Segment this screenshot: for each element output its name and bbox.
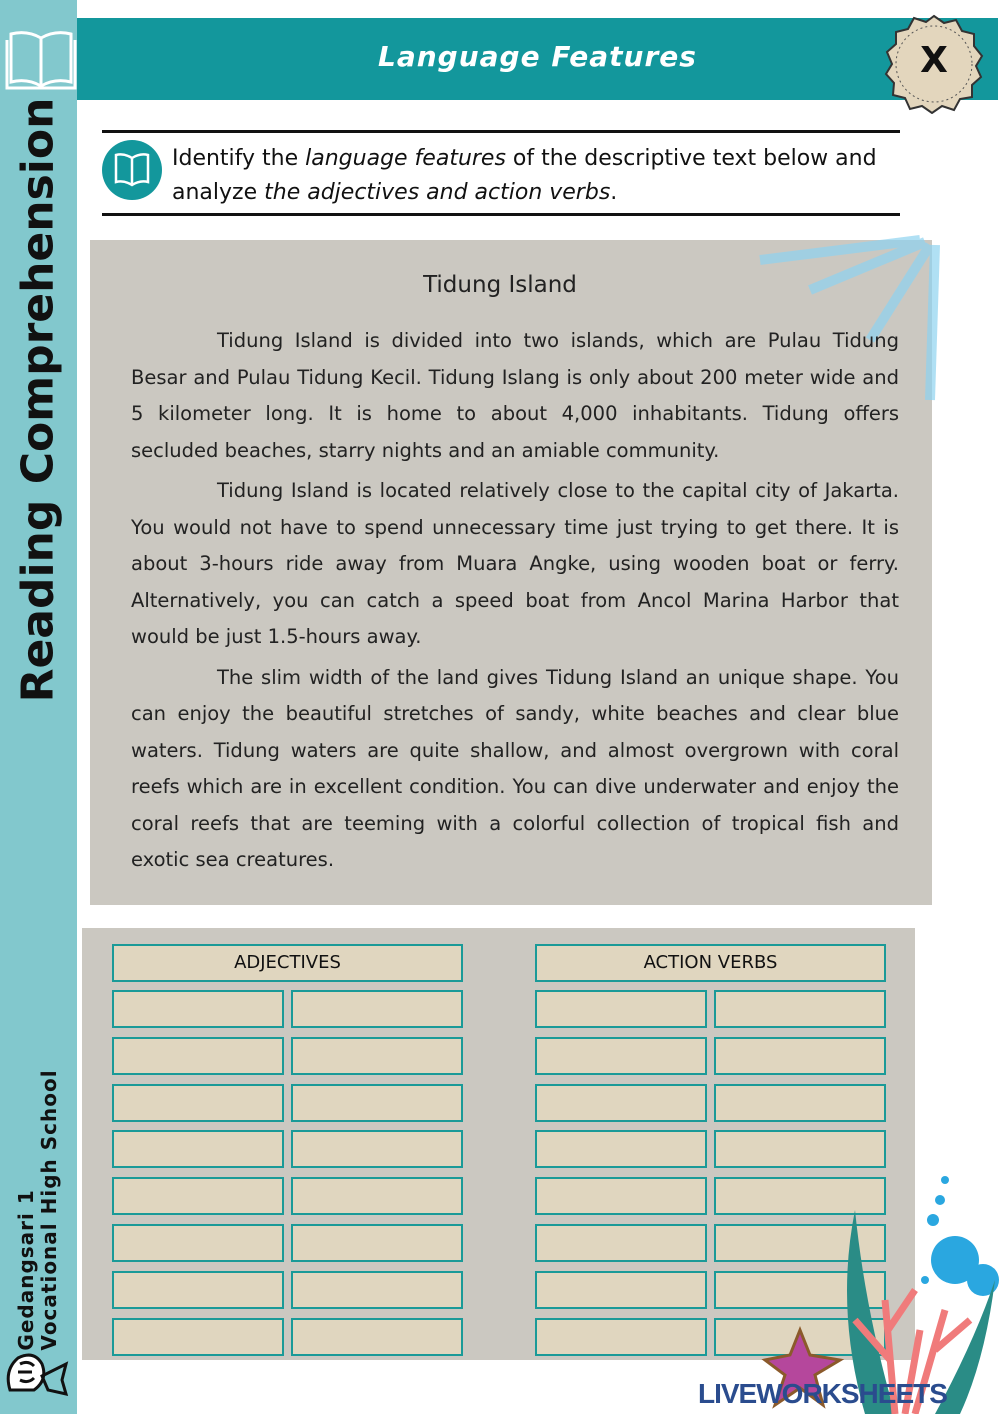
paragraph: Tidung Island is divided into two islands, which are Pulau Tidung Besar and Pulau Tidung Kecil. Tidung Islang is only about 200 meter wide and 5 kilometer long. It is home to about 4,000 inhabitants. Tidung offers secluded beaches, starry nights and an amiable community. (131, 329, 899, 462)
close-badge[interactable] (884, 14, 984, 114)
instruction-emphasis: the adjectives and action verbs (264, 180, 611, 205)
action-verbs-header: ACTION VERBS (535, 944, 886, 982)
liveworksheets-watermark: LIVEWORKSHEETS (698, 1378, 947, 1409)
adjective-answer-box[interactable] (291, 1318, 463, 1356)
badge-label: X (920, 40, 948, 81)
adjective-answer-box[interactable] (112, 1037, 284, 1075)
school-logo-icon (4, 1350, 70, 1398)
instruction-book-icon (102, 140, 162, 200)
adjective-answer-box[interactable] (112, 990, 284, 1028)
instruction-part: . (610, 180, 618, 205)
paragraph: The slim width of the land gives Tidung Island an unique shape. You can enjoy the beautiful stretches of sandy, white beaches and clear blue waters. Tidung waters are quite shallow, and almost overgrown with coral reefs which are in excellent condition. You can dive underwater and enjoy the coral reefs that are teeming with a colorful collection of tropical fish and exotic sea creatures. (131, 665, 899, 871)
school-name (15, 1069, 61, 1350)
adjective-answer-box[interactable] (291, 990, 463, 1028)
instruction-part: Identify the (172, 146, 306, 171)
action-verb-answer-box[interactable] (714, 1037, 886, 1075)
action-verb-answer-box[interactable] (535, 1130, 707, 1168)
adjective-answer-box[interactable] (291, 1271, 463, 1309)
action-verb-answer-box[interactable] (714, 990, 886, 1028)
instruction-emphasis: language features (305, 146, 506, 171)
divider-bottom (102, 213, 900, 216)
adjective-answer-box[interactable] (112, 1177, 284, 1215)
action-verb-answer-box[interactable] (535, 1271, 707, 1309)
adjective-answer-box[interactable] (291, 1037, 463, 1075)
paragraph: Tidung Island is located relatively close to the capital city of Jakarta. You would not have to spend unnecessary time just trying to get there. It is about 3-hours ride away from Muara Angke, using wooden boat or ferry. Alternatively, you can catch a speed boat from Ancol Marina Harbor that would be just 1.5-hours away. (131, 479, 899, 648)
school-line-2: Vocational High School (37, 1069, 61, 1351)
action-verb-answer-box[interactable] (535, 1177, 707, 1215)
action-verb-answer-box[interactable] (535, 1084, 707, 1122)
adjective-answer-box[interactable] (112, 1318, 284, 1356)
adjective-answer-box[interactable] (112, 1084, 284, 1122)
action-verb-answer-box[interactable] (535, 1224, 707, 1262)
adjective-answer-box[interactable] (112, 1130, 284, 1168)
coral-decoration-icon (745, 1160, 1000, 1414)
school-line-1: Gedangsari 1 (14, 1189, 38, 1351)
passage-body (131, 323, 899, 883)
instruction-text (172, 142, 912, 210)
adjective-answer-box[interactable] (291, 1084, 463, 1122)
adjectives-header: ADJECTIVES (112, 944, 463, 982)
page-title: Language Features (378, 40, 697, 73)
adjective-answer-box[interactable] (291, 1177, 463, 1215)
instruction-part: of the descriptive text below and analyze (172, 146, 877, 205)
adjective-answer-box[interactable] (112, 1271, 284, 1309)
passage-title: Tidung Island (423, 272, 577, 298)
divider-top (102, 130, 900, 133)
action-verb-answer-box[interactable] (535, 1318, 707, 1356)
sidebar (0, 0, 77, 1414)
action-verb-answer-box[interactable] (714, 1084, 886, 1122)
open-book-icon (5, 28, 77, 90)
action-verb-answer-box[interactable] (535, 990, 707, 1028)
sidebar-title: Reading Comprehension (12, 97, 64, 703)
adjective-answer-box[interactable] (291, 1224, 463, 1262)
header-bar (77, 18, 998, 100)
action-verb-answer-box[interactable] (535, 1037, 707, 1075)
adjective-answer-box[interactable] (291, 1130, 463, 1168)
adjective-answer-box[interactable] (112, 1224, 284, 1262)
